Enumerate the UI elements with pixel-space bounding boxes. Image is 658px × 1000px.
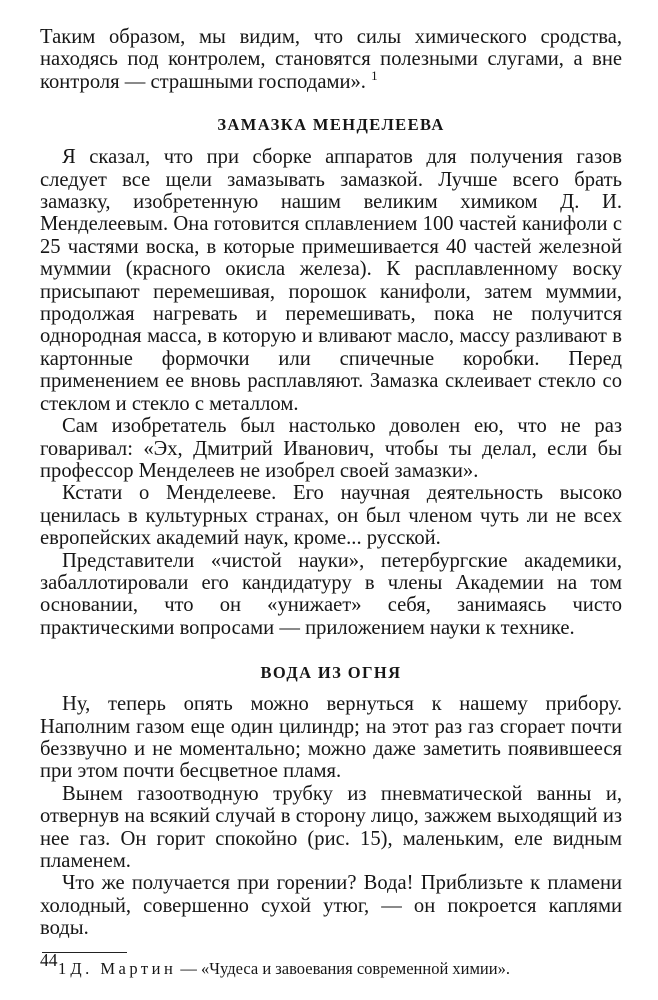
paragraph: Кстати о Менделееве. Его научная деятельность высоко ценилась в культурных странах, он был членом чуть ли не всех европейских академий наук, кроме... русской.: [40, 482, 622, 550]
section-heading-water-from-fire: ВОДА ИЗ ОГНЯ: [260, 663, 402, 683]
footnote-text: — «Чудеса и завоевания современной химии».: [180, 958, 510, 978]
paragraph: Представители «чистой науки», петербургские академики, забаллотировали его кандидатуру в члены Академии на том основании, что он «унижает» себя, занимаясь чисто практическими вопросами — приложением науки к технике.: [40, 549, 622, 639]
paragraph: Я сказал, что при сборке аппаратов для получения газов следует все щели замазывать замазкой. Лучше всего брать замазку, изобретенную нашим великим химиком Д. И. Менделеевым. Она готовится сплавлением 100 частей канифоли с 25 частями воска, в которые примешивается 40 частей железной муммии (красного окисла железа). К расплавленному воску присыпают перемешивая, порошок канифоли, затем муммии, продолжая нагревать и перемешивать, пока не получится однородная масса, в которую и вливают масло, массу разливают в картонные формочки или спичечные коробки. Перед применением ее вновь расплавляют. Замазка склеивает стекло со стеклом и стекло с металлом.: [40, 146, 622, 415]
footnote: [40, 959, 622, 979]
paragraph: Ну, теперь опять можно вернуться к нашему прибору. Наполним газом еще один цилиндр; на этот раз газ сгорает почти беззвучно и не моментально; можно даже заметить появившееся при этом почти бесцветное пламя.: [40, 693, 622, 783]
paragraph: Сам изобретатель был настолько доволен ею, что не раз говаривал: «Эх, Дмитрий Иванович, чтобы ты делал, если бы профессор Менделеев не изобрел своей замазки».: [40, 415, 622, 482]
paragraph: Вынем газоотводную трубку из пневматической ванны и, отвернув на всякий случай в сторону лицо, зажжем выходящий из нее газ. Он горит спокойно (рис. 15), маленьким, еле видным пламенем.: [40, 782, 622, 872]
intro-paragraph: [40, 26, 622, 93]
intro-text: Таким образом, мы видим, что силы химического сродства, находясь под контролем, становятся полезными слугами, а вне контроля — страшными господами».: [40, 26, 622, 93]
footnote-marker: 1: [58, 958, 67, 978]
section-heading-mendeleev-putty: ЗАМАЗКА МЕНДЕЛЕЕВА: [217, 115, 445, 135]
paragraph: Что же получается при горении? Вода! Приблизьте к пламени холодный, совершенно сухой утюг, — он покроется каплями воды.: [40, 872, 622, 940]
footnote-reference: 1: [371, 67, 378, 83]
book-page: [40, 26, 622, 979]
footnote-author: Д. Мартин: [70, 958, 177, 978]
page-number: 44: [40, 950, 58, 970]
